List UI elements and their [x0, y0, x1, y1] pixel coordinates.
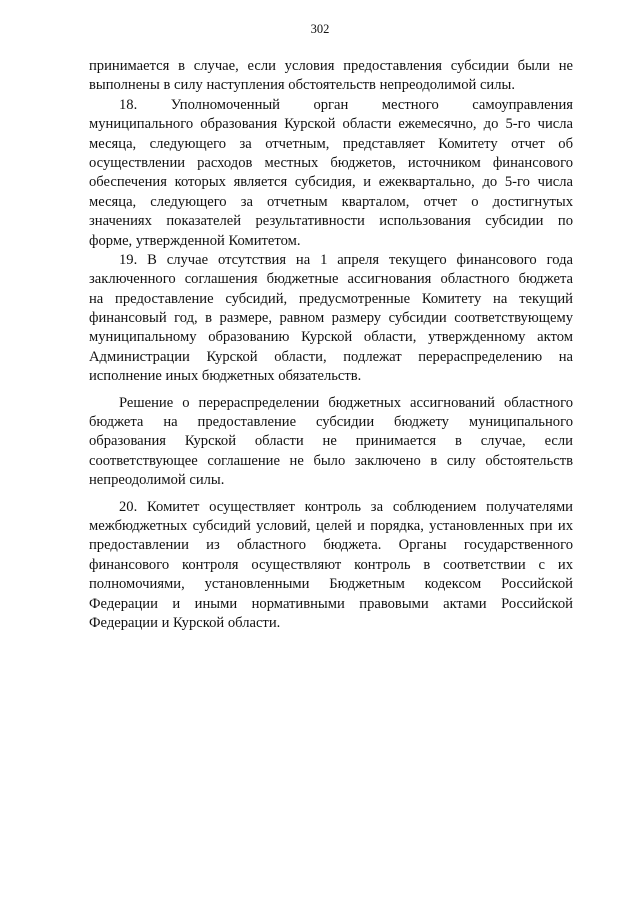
- text-line: на предоставление субсидий, предусмотренные Комитету на текущий: [89, 290, 573, 307]
- text-line: соответствующее соглашение не было заключено в силу обстоятельств: [89, 452, 573, 469]
- text-line: Федерации и Курской области.: [89, 614, 281, 631]
- paragraph-continuation: [89, 57, 573, 96]
- text-line: предоставлении из областного бюджета. Органы государственного: [89, 537, 573, 554]
- text-line: месяца, следующего за отчетным кварталом, отчет о достигнутых: [89, 193, 573, 210]
- text-line: муниципального образования Курской области ежемесячно, до 5-го числа: [89, 116, 573, 133]
- text-line: значениях показателей результативности использования субсидии по: [89, 213, 573, 230]
- text-line: непреодолимой силы.: [89, 472, 225, 489]
- text-line: 20. Комитет осуществляет контроль за соблюдением получателями: [119, 498, 573, 515]
- text-line: форме, утвержденной Комитетом.: [89, 232, 301, 249]
- text-line: Администрации Курской области, подлежат перераспределению на: [89, 348, 573, 365]
- text-line: полномочиями, установленными Бюджетным кодексом Российской: [89, 576, 573, 593]
- text-line: месяца, следующего за отчетным, представляет Комитету отчет об: [89, 135, 573, 152]
- text-line: Решение о перераспределении бюджетных ассигнований областного: [119, 394, 573, 411]
- text-line: осуществлении расходов местных бюджетов, источником финансового: [89, 154, 573, 171]
- text-line: бюджета на предоставление субсидии бюджету муниципального: [89, 414, 573, 431]
- paragraph-item-18: [89, 96, 573, 251]
- text-line: Федерации и иными нормативными правовыми актами Российской: [89, 595, 573, 612]
- text-line: межбюджетных субсидий условий, целей и порядка, установленных при их: [89, 517, 573, 534]
- text-line: 19. В случае отсутствия на 1 апреля текущего финансового года: [119, 251, 573, 268]
- document-body: [89, 57, 573, 633]
- paragraph-decision: [89, 394, 573, 491]
- text-line: финансового контроля осуществляют контроль в соответствии с их: [89, 556, 573, 573]
- text-line: принимается в случае, если условия предоставления субсидии были не: [89, 58, 573, 74]
- text-line: обеспечения которых является субсидия, и ежеквартально, до 5-го числа: [89, 174, 573, 191]
- text-line: выполнены в силу наступления обстоятельств непреодолимой силы.: [89, 77, 515, 94]
- text-line: образования Курской области не принимается в случае, если: [89, 433, 573, 450]
- text-line: 18. Уполномоченный орган местного самоуправления: [119, 96, 573, 113]
- text-line: финансовый год, в размере, равном размеру субсидии соответствующему: [89, 310, 573, 327]
- paragraph-item-19: [89, 251, 573, 387]
- text-line: муниципальному образованию Курской области, утвержденному актом: [89, 329, 573, 346]
- page-number: 302: [310, 22, 330, 36]
- text-line: заключенного соглашения бюджетные ассигнования областного бюджета: [89, 271, 573, 288]
- text-line: исполнение иных бюджетных обязательств.: [89, 368, 362, 385]
- paragraph-item-20: [89, 498, 573, 634]
